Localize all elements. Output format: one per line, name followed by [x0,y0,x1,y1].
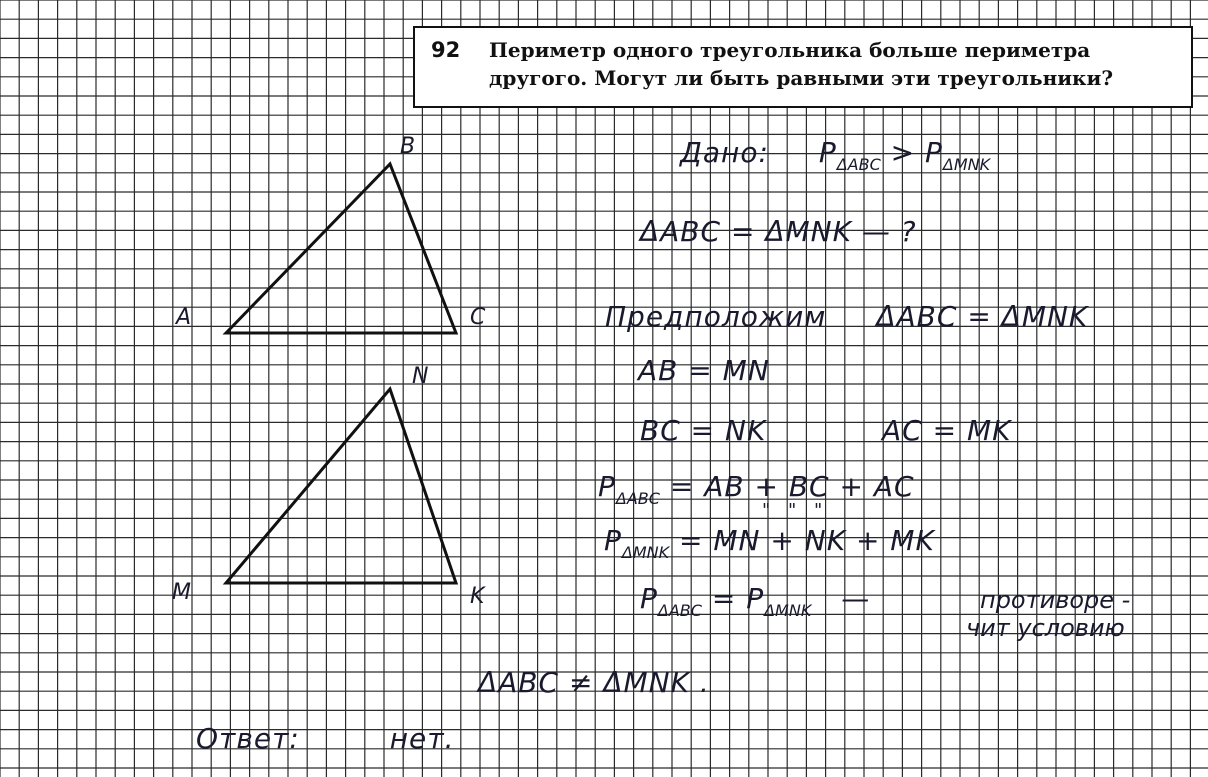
assume-word: Предположим [605,300,827,333]
perim-abc-p: P [598,470,616,503]
answer-value: нет. [389,722,455,755]
answer-label: Ответ: [196,722,300,755]
perim-abc-sub: ΔABC [615,489,660,508]
assume-expr: ΔABC = ΔMNK [876,300,1089,333]
contra-word-1: противоре - [980,586,1131,614]
vertex-m-label: M [172,580,191,605]
contradiction-line [640,582,870,620]
task-line-1: Периметр одного треугольника больше периметра [489,38,1091,62]
given-p1: P [818,136,837,169]
perim-mnk-sub: ΔMNK [621,543,670,562]
contra-s2: ΔMNK [764,601,812,620]
contra-word-2: чит условию [966,614,1125,642]
question-line: ΔABC = ΔMNK — ? [640,215,917,248]
vertex-k-label: K [470,584,485,609]
perim-abc-expr: = AB + BC + AC [669,470,915,503]
contra-eq: = P [711,582,765,615]
perim-mnk-line [604,524,935,562]
vertex-n-label: N [412,364,429,389]
given-s2: ΔMNK [942,155,991,174]
vertex-c-label: C [470,305,486,330]
equal-marks: " " " [762,500,829,521]
triangle-mnk [226,389,456,583]
vertex-b-label: B [400,134,416,159]
given-s1: ΔABC [836,155,881,174]
perim-mnk-expr: = MN + NK + MK [679,524,935,557]
given-rel: > [890,136,916,169]
perim-mnk-p: P [604,524,622,557]
perim-abc-line [598,470,915,508]
given-p2: P [925,136,943,169]
triangle-abc [226,164,456,333]
eq-ab: AB = MN [638,354,770,387]
answer-line [196,722,454,755]
given-line [680,136,990,174]
contra-p1: P [640,582,658,615]
eq-bc: BC = NK [640,414,767,447]
contra-s1: ΔABC [657,601,702,620]
assume-line [605,300,1088,333]
vertex-a-label: A [176,305,192,330]
conclusion-line: ΔABC ≠ ΔMNK . [478,666,710,699]
contra-dash: — [841,582,871,615]
task-line-2: другого. Могут ли быть равными эти треугольники? [489,66,1114,90]
task-number: 92 [431,38,461,62]
given-label: Дано: [680,136,769,169]
eq-ac: AC = MK [882,414,1012,447]
